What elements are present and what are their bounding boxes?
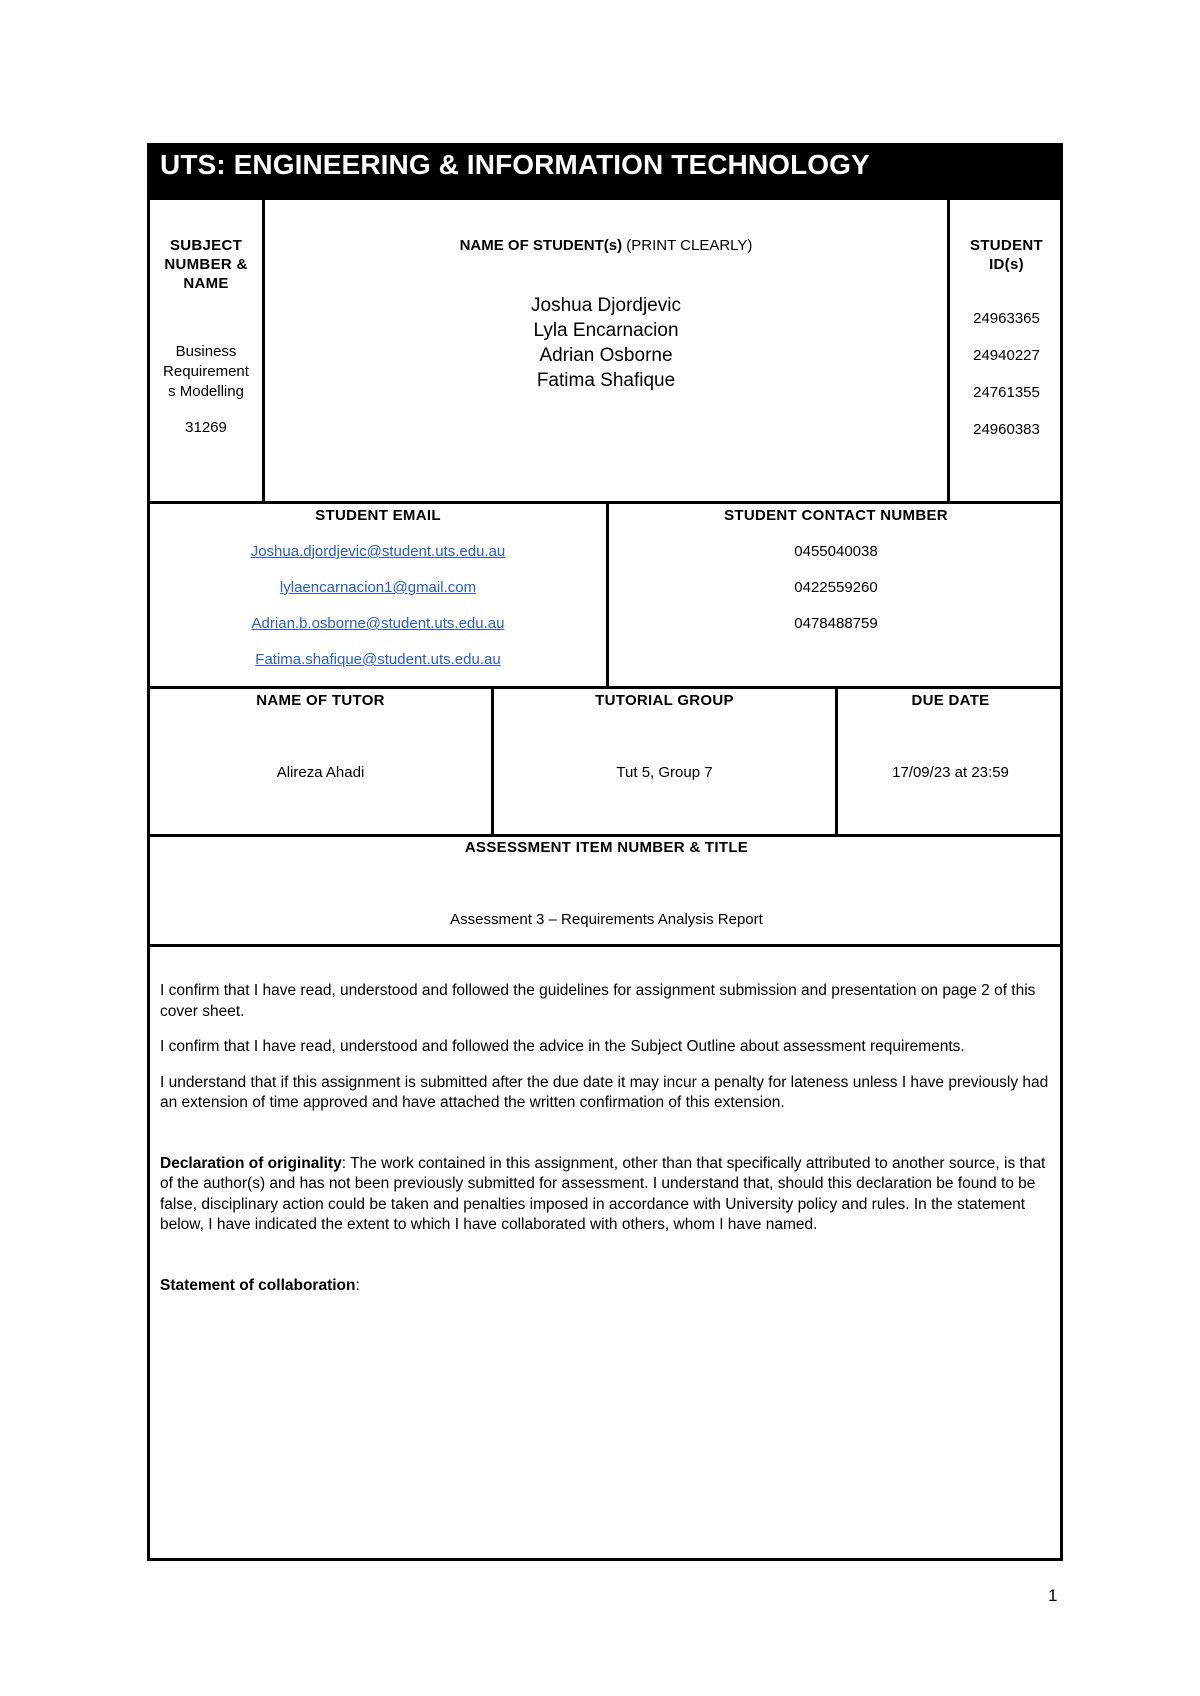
tutor-cell <box>150 691 491 783</box>
originality-label: Declaration of originality <box>160 1154 342 1172</box>
student-names-cell <box>265 236 947 393</box>
divider <box>150 944 1060 947</box>
divider <box>150 686 1060 689</box>
contact-heading: STUDENT CONTACT NUMBER <box>724 507 948 524</box>
subject-number: 31269 <box>185 419 227 436</box>
email-list <box>150 542 606 670</box>
contact-number: 0422559260 <box>794 579 878 596</box>
student-names-list <box>265 293 947 393</box>
student-id: 24940227 <box>973 347 1040 364</box>
email-link[interactable]: Adrian.b.osborne@student.uts.edu.au <box>251 615 505 632</box>
tutorial-group-value: Tut 5, Group 7 <box>616 764 713 781</box>
due-date-cell <box>838 691 1063 783</box>
student-ids-list <box>950 309 1063 440</box>
contact-cell <box>609 506 1063 650</box>
confirmation-subject-outline: I confirm that I have read, understood and followed the advice in the Subject Outline about assessment requirements. <box>160 1038 965 1055</box>
tutor-heading: NAME OF TUTOR <box>256 692 385 709</box>
contact-list <box>609 542 1063 634</box>
student-name: Fatima Shafique <box>536 370 676 391</box>
subject-name: Business Requirement s Modelling <box>163 343 249 400</box>
divider <box>150 501 1060 504</box>
collaboration-statement: Statement of collaboration: <box>160 1276 360 1294</box>
email-link[interactable]: lylaencarnacion1@gmail.com <box>279 579 477 596</box>
student-ids-cell <box>950 236 1063 457</box>
cover-sheet <box>147 143 1063 1561</box>
student-name: Lyla Encarnacion <box>533 320 679 341</box>
assessment-cell <box>150 838 1063 930</box>
contact-number: 0455040038 <box>794 543 878 560</box>
email-cell <box>150 506 606 686</box>
declaration-section <box>160 981 1056 1311</box>
subject-cell <box>150 236 262 438</box>
tutor-name: Alireza Ahadi <box>276 764 365 781</box>
lateness-statement: I understand that if this assignment is submitted after the due date it may incur a penalty for lateness unless I have previously had an extension of time approved and have attached the written confirmation of this extension. <box>160 1073 1049 1111</box>
email-link[interactable]: Joshua.djordjevic@student.uts.edu.au <box>250 543 506 560</box>
email-heading: STUDENT EMAIL <box>315 507 441 524</box>
student-id: 24963365 <box>973 310 1040 327</box>
student-ids-heading: STUDENT ID(s) <box>970 237 1043 273</box>
student-id: 24960383 <box>973 421 1040 438</box>
subject-heading: SUBJECT NUMBER & NAME <box>164 237 248 292</box>
student-names-heading: NAME OF STUDENT(s) (PRINT CLEARLY) <box>459 237 753 254</box>
due-date-value: 17/09/23 at 23:59 <box>892 764 1009 781</box>
faculty-title: UTS: ENGINEERING & INFORMATION TECHNOLOGY <box>150 146 1060 200</box>
due-date-heading: DUE DATE <box>911 692 990 709</box>
student-name: Adrian Osborne <box>539 345 673 366</box>
assessment-heading: ASSESSMENT ITEM NUMBER & TITLE <box>464 839 749 856</box>
student-id: 24761355 <box>973 384 1040 401</box>
tutorial-group-cell <box>494 691 835 783</box>
collaboration-label: Statement of collaboration <box>160 1276 356 1294</box>
contact-number: 0478488759 <box>794 615 878 632</box>
assessment-title: Assessment 3 – Requirements Analysis Report <box>450 911 763 928</box>
divider <box>150 834 1060 837</box>
page-number: 1 <box>1048 1586 1058 1605</box>
originality-declaration: Declaration of originality: The work contained in this assignment, other than that specifically attributed to another source, is that of the author(s) and has not been previously submitted for assessment. I understand that, should this declaration be found to be false, disciplinary action could be taken and penalties imposed in accordance with University policy and rules. In the statement below, I have indicated the extent to which I have collaborated with others, whom I have named. <box>160 1154 1046 1233</box>
email-link[interactable]: Fatima.shafique@student.uts.edu.au <box>255 651 501 668</box>
confirmation-guidelines: I confirm that I have read, understood and followed the guidelines for assignment submission and presentation on page 2 of this cover sheet. <box>160 982 1036 1020</box>
tutorial-group-heading: TUTORIAL GROUP <box>595 692 734 709</box>
student-name: Joshua Djordjevic <box>531 295 681 316</box>
